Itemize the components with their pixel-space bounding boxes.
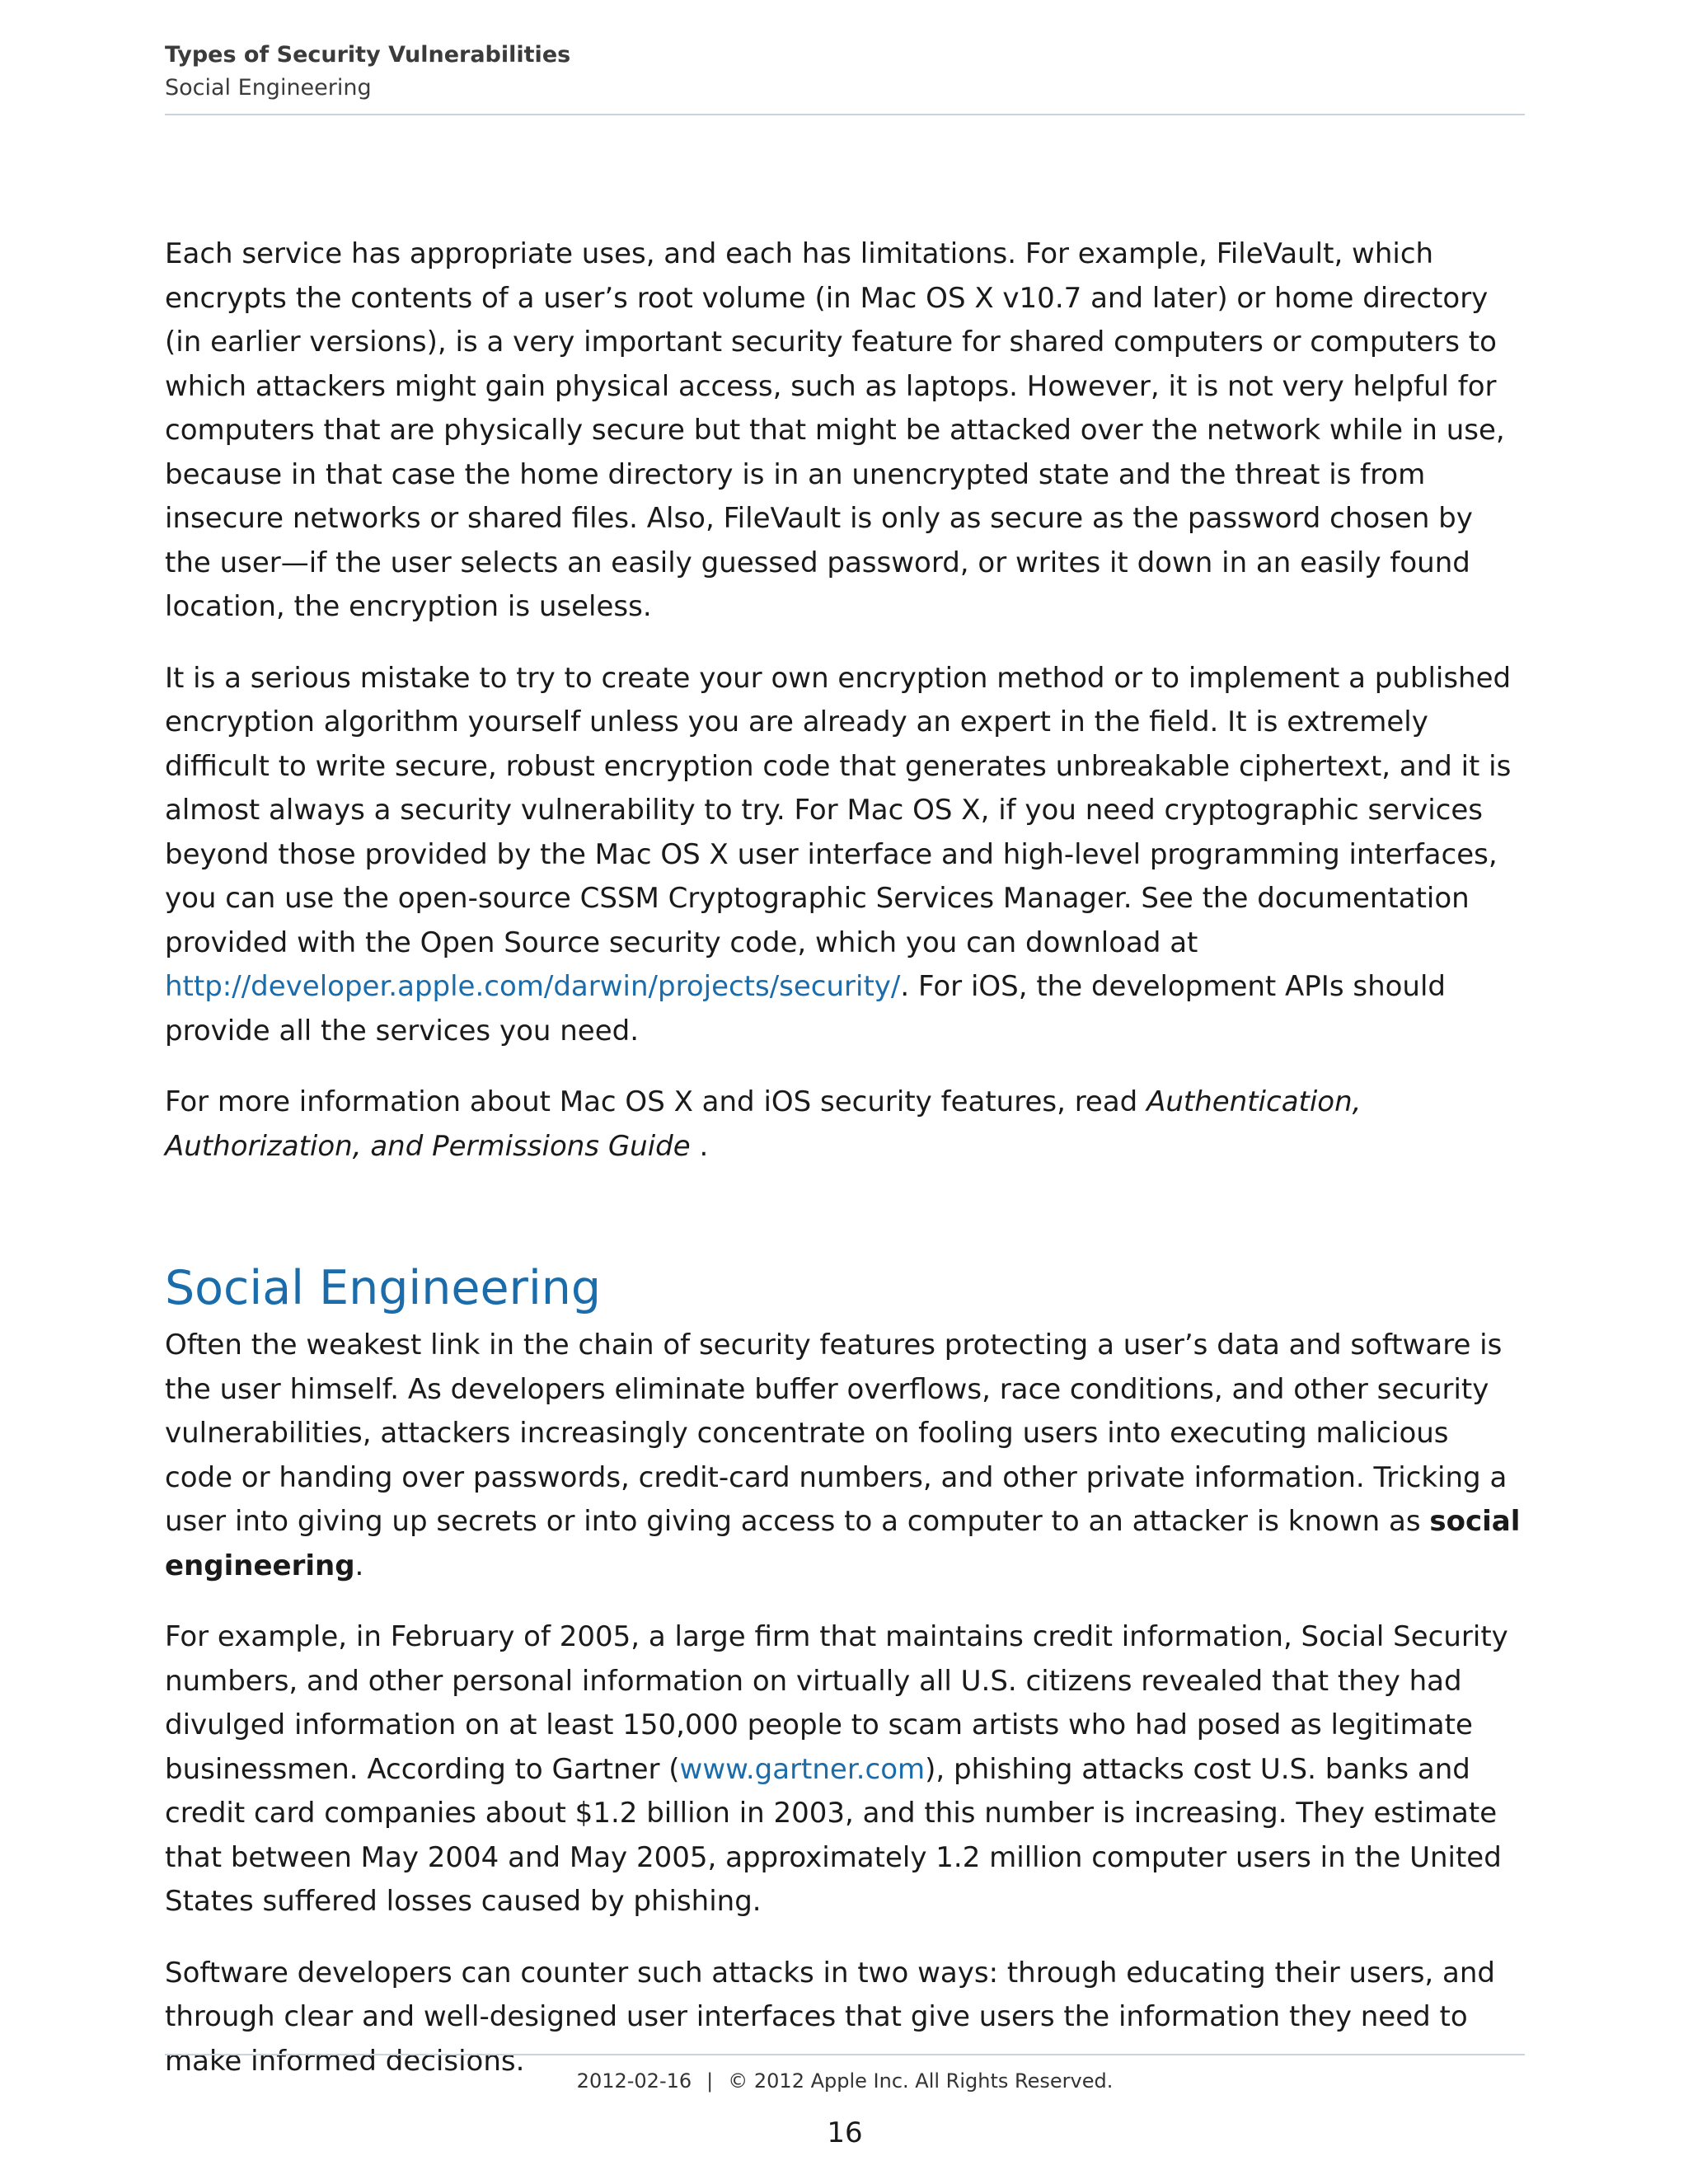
paragraph-weakest-link-text: Often the weakest link in the chain of security features protecting a user’s data and software is the user himself. As developers eliminate buffer overflows, race conditions, and other security vulnerabilities, attackers increasingly concentrate on fooling users into executing malicious code or handing over passwords, credit-card numbers, and other private information. Tricking a user into giving up secrets or into giving access to a computer to an attacker is known as [165, 1329, 1507, 1538]
paragraph-encryption-text: It is a serious mistake to try to create your own encryption method or to implement a published encryption algorithm yourself unless you are already an expert in the field. It is extremely difficult to write secure, robust encryption code that generates unbreakable ciphertext, and it is almost always a security vulnerability to try. For Mac OS X, if you need cryptographic services beyond those provided by the Mac OS X user interface and high-level programming interfaces, you can use the open-source CSSM Cryptographic Services Manager. See the documentation provided with the Open Source security code, which you can download at [165, 661, 1512, 959]
paragraph-countermeasures [165, 1952, 1525, 2084]
darwin-security-link[interactable]: http://developer.apple.com/darwin/projects/security/ [165, 970, 901, 1003]
footer-date: 2012-02-16 [576, 2069, 692, 2093]
paragraph-phishing-example-text: For example, in February of 2005, a large firm that maintains credit information, Social Security numbers, and other personal information on virtually all U.S. citizens revealed that they had divulged information on at least 150,000 people to scam artists who had posed as legitimate businessmen. According to Gartner ( [165, 1620, 1508, 1786]
header-divider [165, 114, 1525, 115]
running-header [165, 40, 1525, 105]
paragraph-filevault-text: Each service has appropriate uses, and each has limitations. For example, FileVault, which encrypts the contents of a user’s root volume (in Mac OS X v10.7 and later) or home directory (in earlier versions), is a very important security feature for shared computers or computers to which attackers might gain physical access, such as laptops. However, it is not very helpful for computers that are physically secure but that might be attacked over the network while in use, because in that case the home directory is in an unencrypted state and the threat is from insecure networks or shared files. Also, FileVault is only as secure as the password chosen by the user—if the user selects an easily guessed password, or writes it down in an easily found location, the encryption is useless. [165, 237, 1505, 623]
paragraph-more-info-end: . [690, 1129, 709, 1163]
paragraph-countermeasures-text: Software developers can counter such attacks in two ways: through educating their users, and through clear and well-designed user interfaces that give users the information they need to make informed decisions. [165, 1956, 1496, 2078]
header-section-title: Social Engineering [165, 75, 372, 101]
paragraph-weakest-link-end: . [354, 1549, 364, 1582]
paragraph-encryption [165, 657, 1525, 1054]
footer-copyright: © 2012 Apple Inc. All Rights Reserved. [728, 2069, 1114, 2093]
paragraph-more-info-text: For more information about Mac OS X and iOS security features, read [165, 1085, 1147, 1118]
guide-title: Authentication, Authorization, and Permissions Guide [165, 1085, 1362, 1163]
main-content [165, 232, 1525, 2111]
paragraph-phishing-example-end: ), phishing attacks cost U.S. banks and credit card companies about $1.2 billion in 2003, and this number is increasing. They estimate that between May 2004 and May 2005, approximately 1.2 million computer users in the United States suffered losses caused by phishing. [165, 1752, 1502, 1918]
term-social-engineering: social engineering [165, 1505, 1521, 1582]
page-number: 16 [827, 2116, 863, 2149]
paragraph-encryption-text-end: . For iOS, the development APIs should provide all the services you need. [165, 970, 1446, 1047]
header-chapter-title: Types of Security Vulnerabilities [165, 42, 571, 68]
gartner-link[interactable]: www.gartner.com [679, 1752, 926, 1786]
footer-divider [165, 2054, 1525, 2055]
footer-separator: | [706, 2069, 714, 2093]
paragraph-phishing-example [165, 1615, 1525, 1924]
page-footer [165, 2067, 1525, 2095]
paragraph-more-info [165, 1080, 1525, 1169]
section-heading-social-engineering: Social Engineering [165, 1261, 602, 1315]
paragraph-filevault [165, 232, 1525, 630]
paragraph-weakest-link [165, 1324, 1525, 1588]
